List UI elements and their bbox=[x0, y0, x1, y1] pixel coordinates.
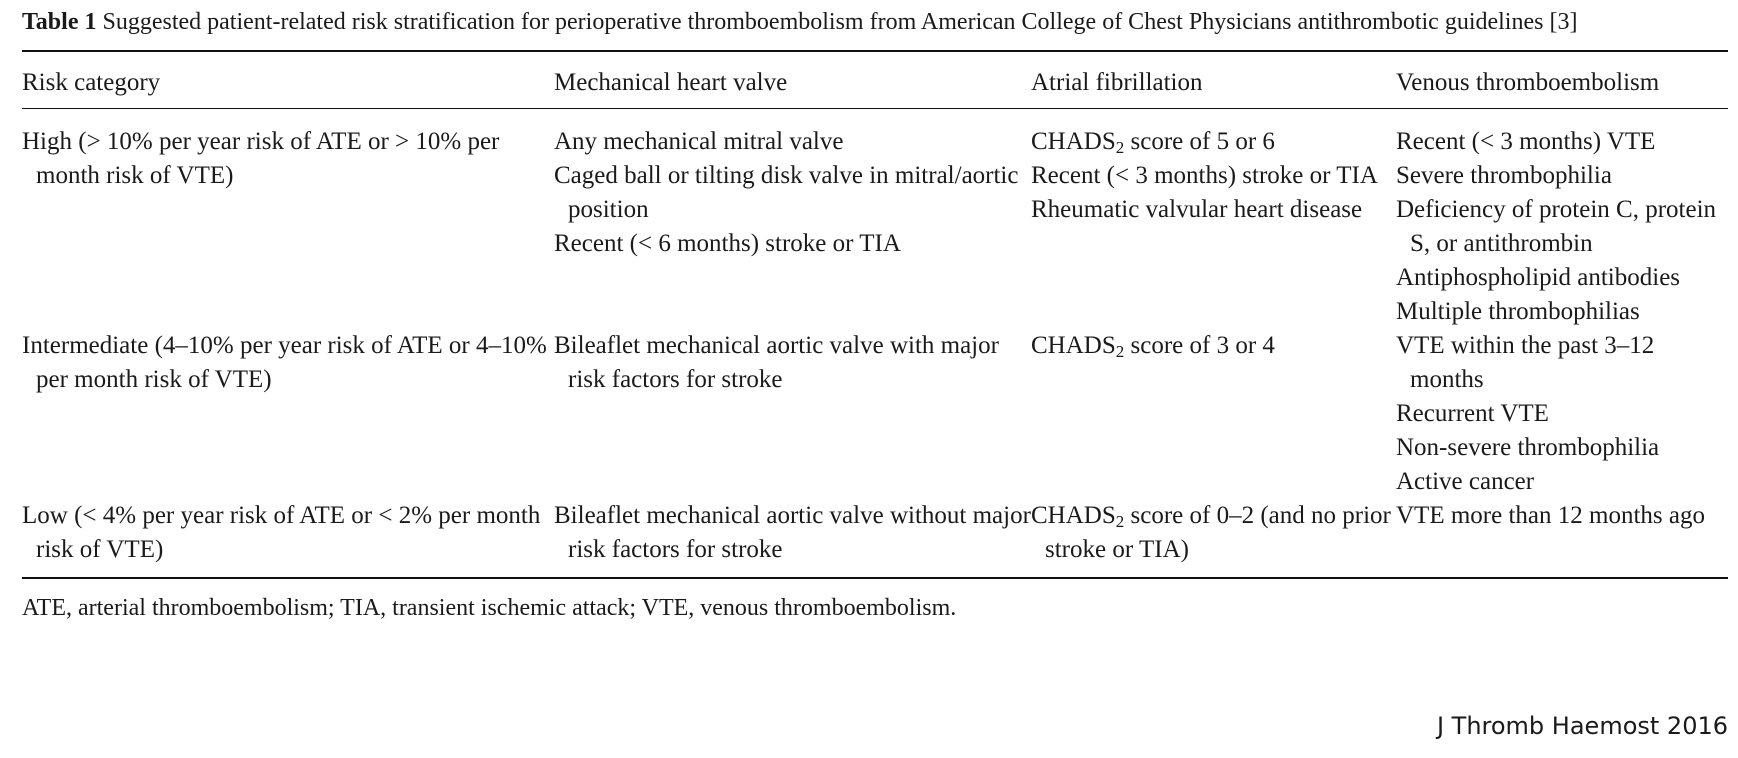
source-citation: J Thromb Haemost 2016 bbox=[1436, 712, 1728, 740]
vte-cell bbox=[1396, 109, 1728, 329]
list-item: Any mechanical mitral valve bbox=[554, 128, 844, 155]
list-item: Antiphospholipid antibodies bbox=[1396, 264, 1681, 291]
header-risk-category: Risk category bbox=[22, 69, 161, 96]
header-venous-thromboembolism: Venous thromboembolism bbox=[1396, 69, 1660, 96]
valve-cell bbox=[554, 329, 1031, 499]
header-row bbox=[22, 52, 1728, 108]
list-item: VTE more than 12 months ago bbox=[1396, 502, 1705, 529]
valve-cell bbox=[554, 109, 1031, 329]
table-figure bbox=[22, 6, 1728, 625]
table-caption bbox=[22, 6, 1728, 39]
list-item: $CHADS_2$ score of 0–2 (and no prior stroke or TIA) bbox=[1031, 502, 1391, 563]
af-cell bbox=[1031, 109, 1396, 329]
risk-table bbox=[22, 52, 1728, 577]
list-item: $CHADS_2$ score of 3 or 4 bbox=[1031, 332, 1275, 361]
table-row bbox=[22, 499, 1728, 577]
valve-cell bbox=[554, 499, 1031, 577]
table-caption-text: Suggested patient-related risk stratification for perioperative thromboembolism from American College of Chest Physicians antithrombotic guidelines [3] bbox=[102, 9, 1578, 35]
vte-cell bbox=[1396, 499, 1728, 577]
list-item: Recent (< 6 months) stroke or TIA bbox=[554, 230, 901, 257]
list-item: Severe thrombophilia bbox=[1396, 162, 1612, 189]
table-row bbox=[22, 109, 1728, 329]
list-item: Bileaflet mechanical aortic valve with major risk factors for stroke bbox=[554, 332, 999, 393]
list-item: Deficiency of protein C, protein S, or antithrombin bbox=[1396, 196, 1717, 257]
bottom-rule bbox=[22, 577, 1728, 579]
table-row bbox=[22, 329, 1728, 499]
list-item: $CHADS_2$ score of 5 or 6 bbox=[1031, 128, 1275, 157]
risk-category-cell: Intermediate (4–10% per year risk of ATE or 4–10% per month risk of VTE) bbox=[22, 332, 547, 393]
list-item: Non-severe thrombophilia bbox=[1396, 434, 1660, 461]
list-item: Recent (< 3 months) stroke or TIA bbox=[1031, 162, 1378, 189]
risk-category-cell: High (> 10% per year risk of ATE or > 10% per month risk of VTE) bbox=[22, 128, 500, 189]
list-item: Multiple thrombophilias bbox=[1396, 298, 1640, 325]
risk-category-cell: Low (< 4% per year risk of ATE or < 2% per month risk of VTE) bbox=[22, 502, 541, 563]
header-atrial-fibrillation: Atrial fibrillation bbox=[1031, 69, 1203, 96]
header-mechanical-heart-valve: Mechanical heart valve bbox=[554, 69, 788, 96]
table-footnote: ATE, arterial thromboembolism; TIA, transient ischemic attack; VTE, venous thromboembolism. bbox=[22, 595, 957, 621]
list-item: Caged ball or tilting disk valve in mitral/aortic position bbox=[554, 162, 1019, 223]
vte-cell bbox=[1396, 329, 1728, 499]
table-label: Table 1 bbox=[22, 9, 97, 35]
list-item: Recurrent VTE bbox=[1396, 400, 1549, 427]
list-item: VTE within the past 3–12 months bbox=[1396, 332, 1655, 393]
af-cell bbox=[1031, 499, 1396, 577]
list-item: Recent (< 3 months) VTE bbox=[1396, 128, 1656, 155]
af-cell bbox=[1031, 329, 1396, 499]
list-item: Active cancer bbox=[1396, 468, 1535, 495]
list-item: Bileaflet mechanical aortic valve without major risk factors for stroke bbox=[554, 502, 1031, 563]
list-item: Rheumatic valvular heart disease bbox=[1031, 196, 1363, 223]
